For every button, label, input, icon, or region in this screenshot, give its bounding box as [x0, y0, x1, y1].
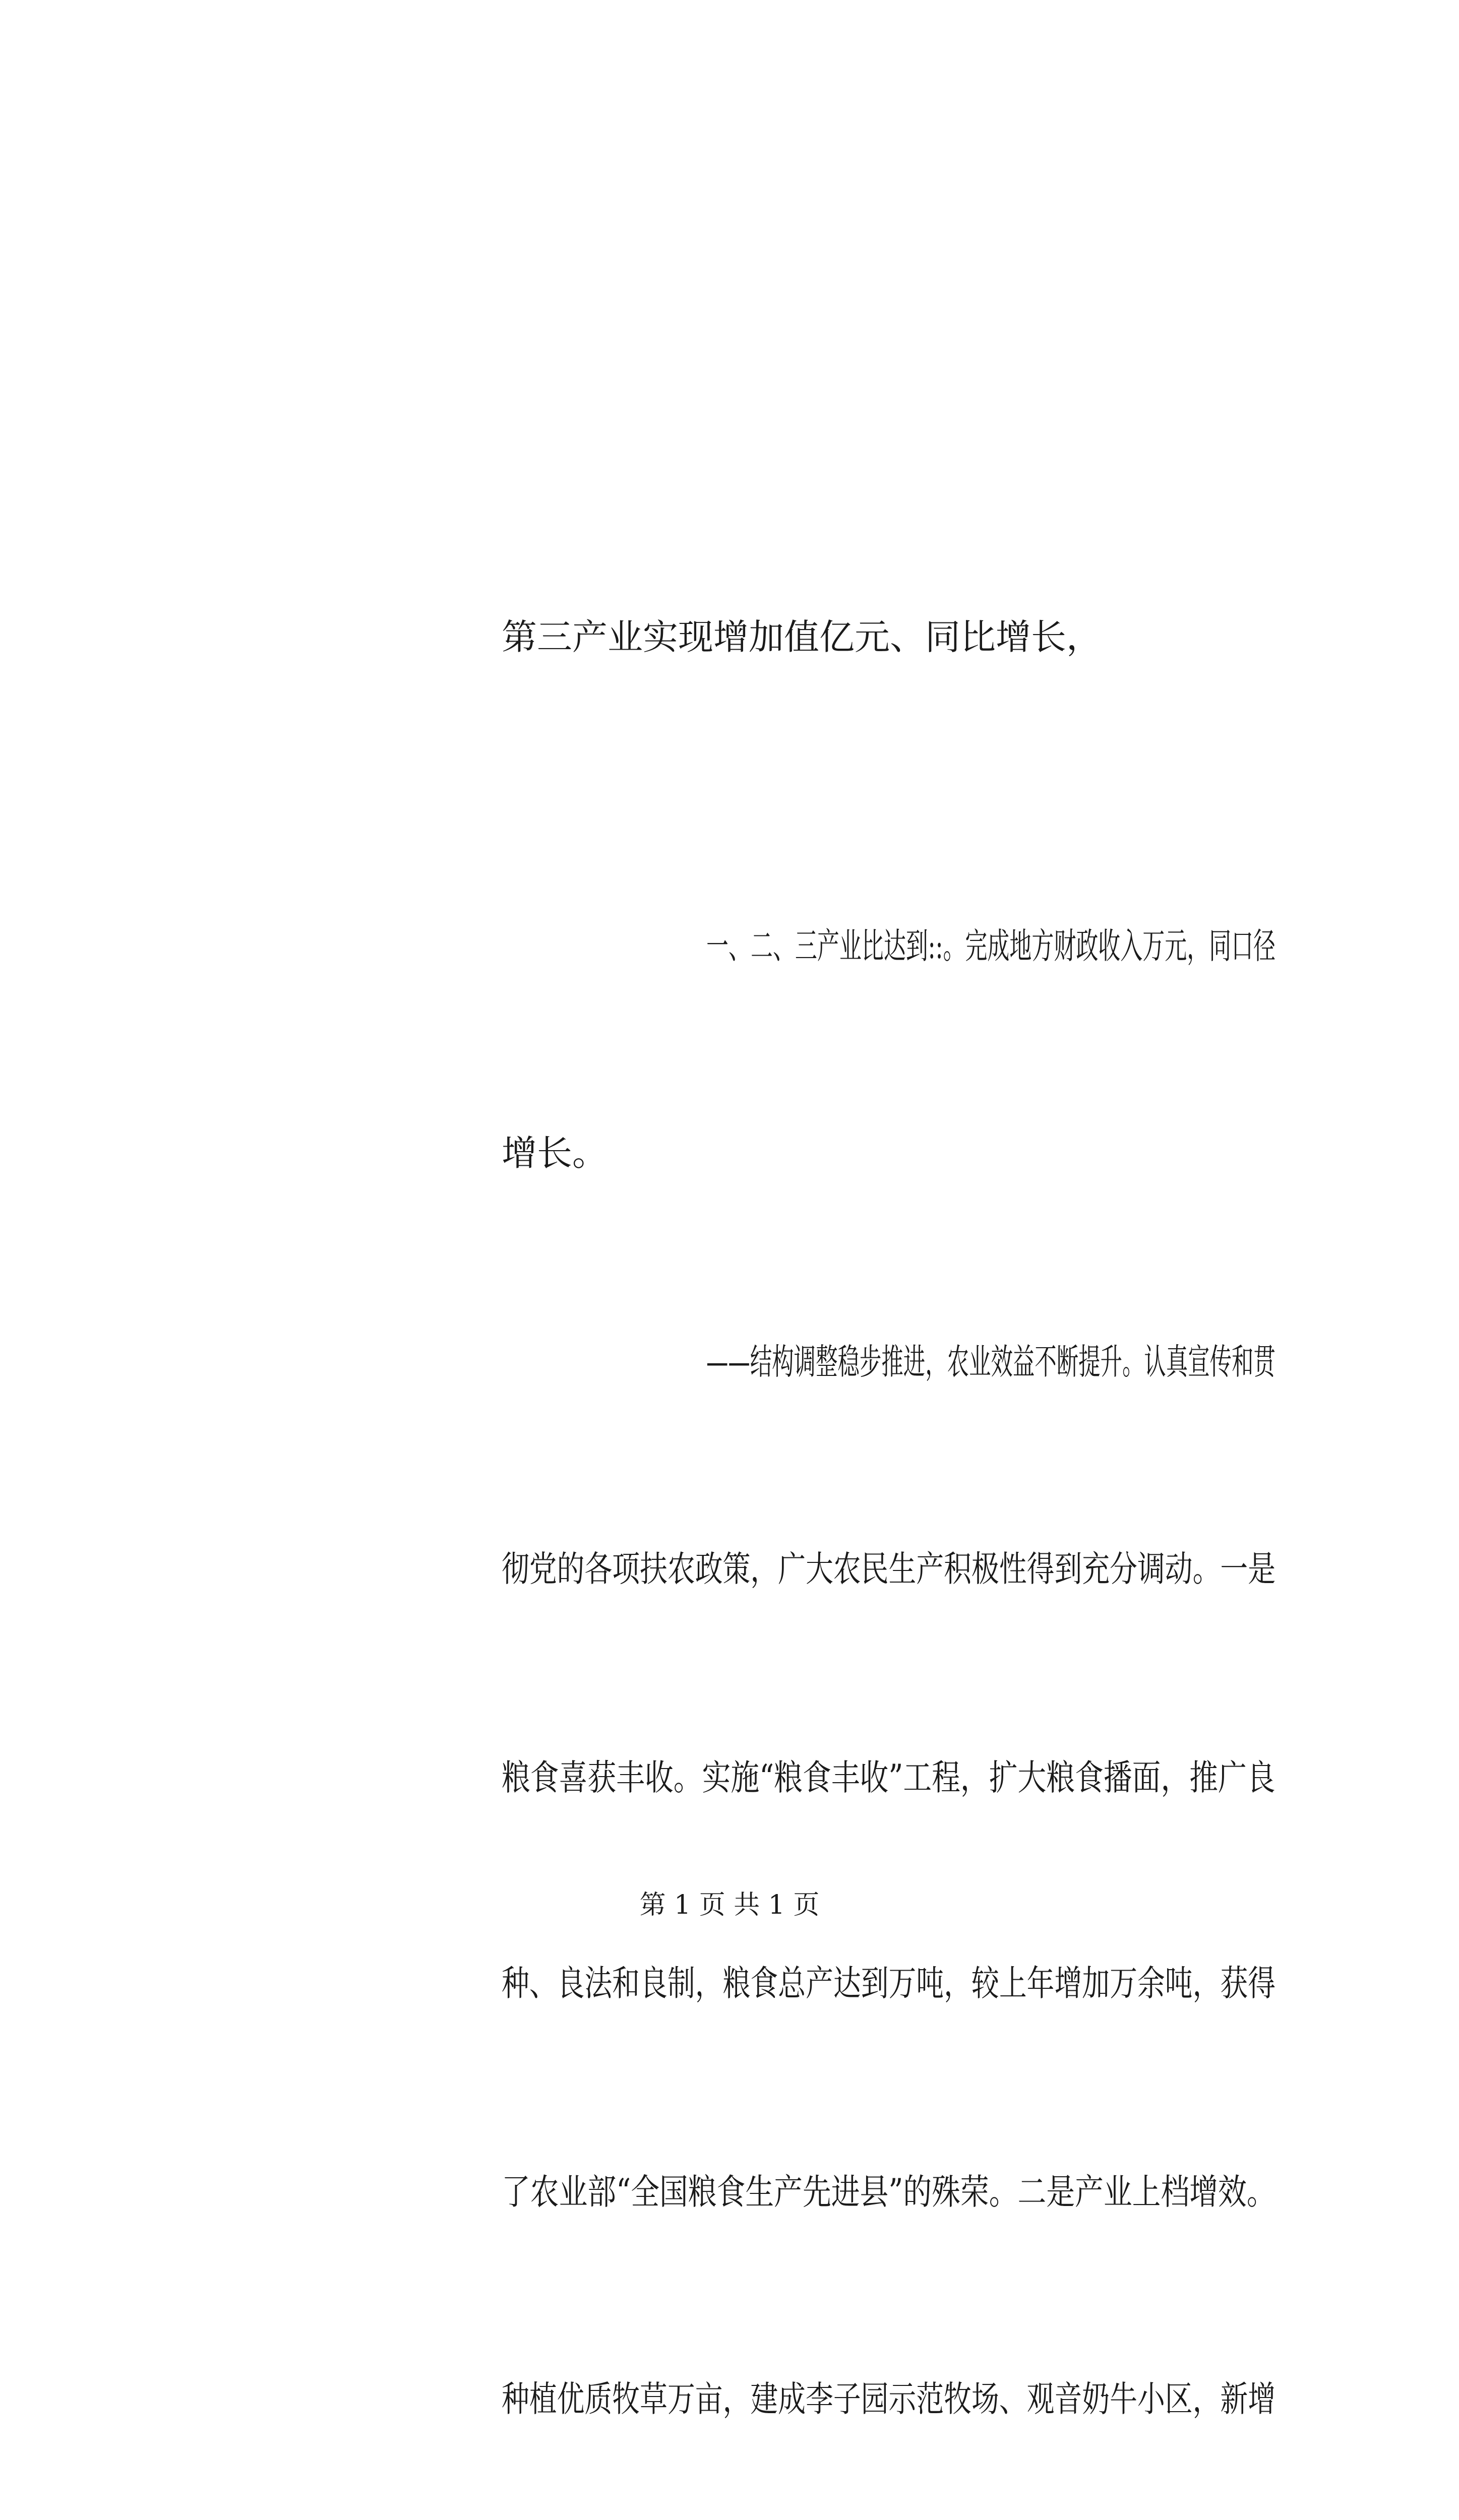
- text-line: 了农业部“全国粮食生产先进县”的殊荣。二是产业上档增效。: [502, 2171, 1275, 2213]
- text-line: 增长。: [502, 1132, 607, 1174]
- text-line: 彻党的各项扶农政策，广大农民生产积极性得到充分调动。一是: [502, 1548, 1276, 1590]
- text-line: 第三产业实现增加值亿元、同比增长，: [502, 616, 1102, 658]
- text-line: ——结构调整稳步推进，农业效益不断提升。认真宣传和贯: [706, 1341, 1275, 1382]
- text-line: 种、良法和良制，粮食总产达到万吨，较上年增加万余吨，获得: [502, 1963, 1276, 2004]
- page-footer: 第 1 页 共 1 页: [639, 1890, 820, 1920]
- text-line: 粮食喜获丰收。实施“粮食丰收”工程，扩大粮食播面，推广良: [502, 1757, 1275, 1798]
- text-line: 一、二、三产业比达到::。完成地方财政收入万元，同口径: [706, 925, 1276, 967]
- text-line: 种植优质牧草万亩，建成李子园示范牧场、观音奶牛小区，新增: [502, 2378, 1276, 2420]
